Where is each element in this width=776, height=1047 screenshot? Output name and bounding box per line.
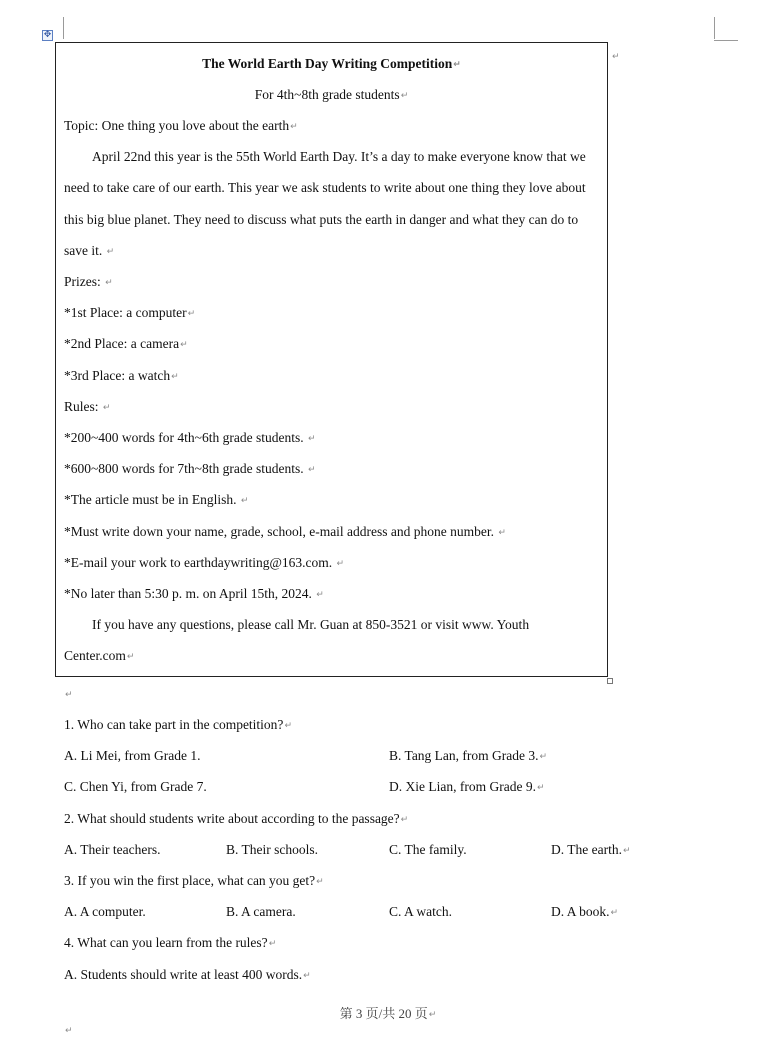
empty-paragraph <box>64 686 73 703</box>
prize-item: *1st Place: a computer↵ <box>64 305 196 320</box>
option: B. Tang Lan, from Grade 3.↵ <box>389 748 548 763</box>
paragraph-mark-icon: ↵ <box>126 652 135 662</box>
page-footer: 第 3 页/共 20 页↵ <box>339 1006 437 1021</box>
intro-line: April 22nd this year is the 55th World Earth Day. It’s a day to make everyone know that we <box>92 149 586 164</box>
prizes-heading: Prizes: ↵ <box>64 274 113 289</box>
option: A. Students should write at least 400 words.↵ <box>64 967 311 982</box>
paragraph-mark-icon: ↵ <box>303 971 311 981</box>
option: A. Their teachers. <box>64 842 161 857</box>
option: D. The earth.↵ <box>551 842 631 857</box>
crop-mark-right-horizontal <box>714 40 738 41</box>
paragraph-mark-icon: ↵ <box>307 434 316 444</box>
rule-item: *E-mail your work to earthdaywriting@163.com. ↵ <box>64 555 345 570</box>
paragraph-mark-icon: ↵ <box>316 877 324 887</box>
contact-line: Center.com↵ <box>64 648 135 663</box>
table-resize-handle[interactable] <box>607 678 613 684</box>
rule-item: *600~800 words for 7th~8th grade students. ↵ <box>64 461 316 476</box>
paragraph-mark-icon: ↵ <box>336 559 345 569</box>
contact-line: If you have any questions, please call Mr. Guan at 850-3521 or visit www. Youth <box>92 617 530 632</box>
prize-item: *3rd Place: a watch↵ <box>64 368 179 383</box>
paragraph-mark-icon: ↵ <box>187 309 196 319</box>
notice-subtitle: For 4th~8th grade students↵ <box>254 87 409 102</box>
paragraph-mark-icon: ↵ <box>536 783 545 793</box>
paragraph-mark-icon: ↵ <box>284 721 292 731</box>
paragraph-mark-icon: ↵ <box>428 1010 437 1020</box>
question-stem: 4. What can you learn from the rules?↵ <box>64 935 277 950</box>
rules-heading: Rules: ↵ <box>64 399 111 414</box>
option: A. Li Mei, from Grade 1. <box>64 748 201 763</box>
intro-line: save it. ↵ <box>64 243 115 258</box>
paragraph-mark-icon: ↵ <box>400 91 409 101</box>
paragraph-mark-icon: ↵ <box>453 60 461 70</box>
intro-line: this big blue planet. They need to discuss what puts the earth in danger and what they can do to <box>64 212 579 227</box>
rule-item: *The article must be in English. ↵ <box>64 492 249 507</box>
paragraph-mark-icon: ↵ <box>622 846 631 856</box>
notice-table-border <box>55 42 608 677</box>
paragraph-mark-icon: ↵ <box>400 815 409 825</box>
rule-item: *200~400 words for 4th~6th grade students. ↵ <box>64 430 316 445</box>
rule-item: *No later than 5:30 p. m. on April 15th, 2024. ↵ <box>64 586 324 601</box>
option: C. The family. <box>389 842 467 857</box>
option: B. A camera. <box>226 904 296 919</box>
question-stem: 1. Who can take part in the competition?↵ <box>64 717 292 732</box>
option: C. Chen Yi, from Grade 7. <box>64 779 207 794</box>
crop-mark-left-vertical <box>63 17 64 39</box>
empty-paragraph <box>64 1022 73 1039</box>
option: D. Xie Lian, from Grade 9.↵ <box>389 779 545 794</box>
option: D. A book.↵ <box>551 904 619 919</box>
paragraph-mark-icon: ↵ <box>171 372 179 382</box>
paragraph-mark-icon: ↵ <box>65 1026 73 1036</box>
paragraph-mark-icon: ↵ <box>610 908 619 918</box>
table-move-anchor-icon[interactable]: ✥ <box>43 30 52 40</box>
paragraph-mark-icon: ↵ <box>290 122 298 132</box>
rule-item: *Must write down your name, grade, school, e-mail address and phone number. ↵ <box>64 524 506 539</box>
paragraph-mark-icon: ↵ <box>268 939 277 949</box>
option: C. A watch. <box>389 904 452 919</box>
question-stem: 2. What should students write about according to the passage?↵ <box>64 811 409 826</box>
prize-item: *2nd Place: a camera↵ <box>64 336 188 351</box>
paragraph-mark-icon: ↵ <box>316 590 324 600</box>
notice-title: The World Earth Day Writing Competition↵ <box>202 56 461 71</box>
paragraph-mark-icon: ↵ <box>307 465 316 475</box>
notice-topic: Topic: One thing you love about the earth↵ <box>64 118 298 133</box>
paragraph-mark-icon: ↵ <box>65 690 73 700</box>
paragraph-mark-icon: ↵ <box>106 247 115 257</box>
paragraph-mark-icon: ↵ <box>102 403 111 413</box>
paragraph-mark-icon: ↵ <box>539 752 548 762</box>
option: A. A computer. <box>64 904 146 919</box>
intro-line: need to take care of our earth. This year we ask students to write about one thing they love about <box>64 180 586 195</box>
paragraph-mark-icon: ↵ <box>105 278 113 288</box>
paragraph-mark-icon: ↵ <box>498 528 506 538</box>
question-stem: 3. If you win the first place, what can you get?↵ <box>64 873 324 888</box>
paragraph-mark-icon: ↵ <box>612 52 620 62</box>
option: B. Their schools. <box>226 842 318 857</box>
paragraph-mark-icon: ↵ <box>180 340 188 350</box>
crop-mark-right-vertical <box>714 17 715 39</box>
paragraph-mark-icon: ↵ <box>240 496 249 506</box>
